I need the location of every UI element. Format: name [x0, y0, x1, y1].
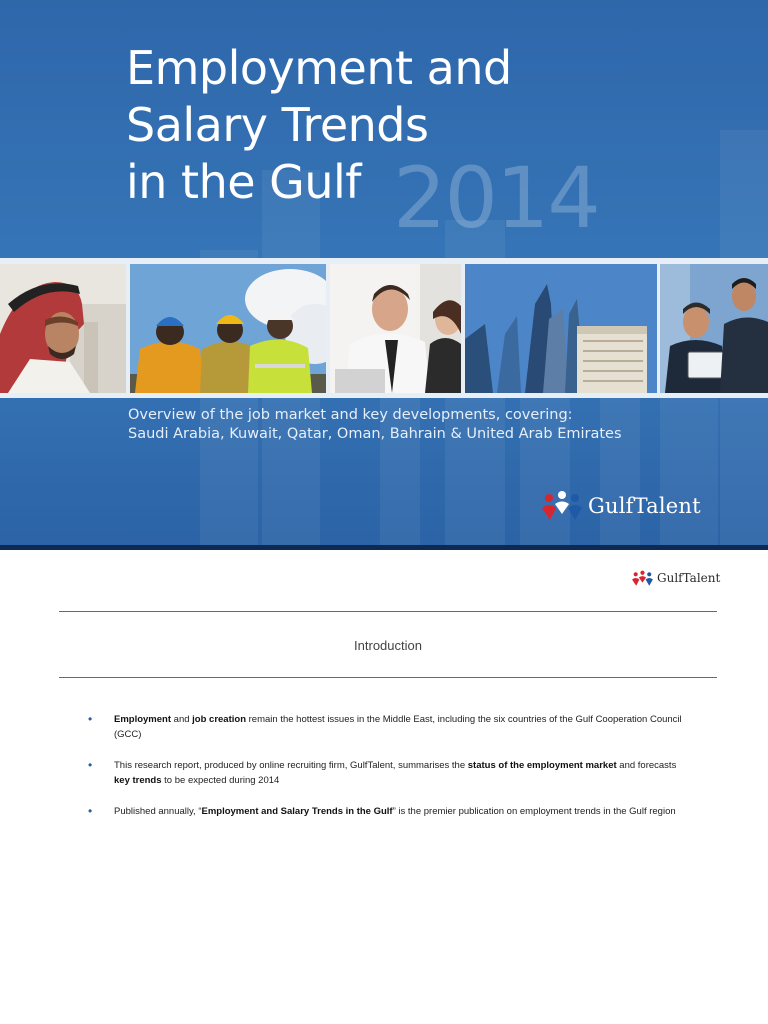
introduction-bullet-list [88, 712, 688, 835]
cover-subtitle-line: Overview of the job market and key developments, covering: [128, 407, 573, 423]
cover-title-line: in the Gulf [126, 155, 361, 209]
cover-bottom-strip [0, 545, 768, 550]
bold-text: status of the employment market [467, 760, 617, 771]
top-divider [59, 611, 717, 612]
bullet-text: remain the hottest issues in the Middle East, including the six countries of the Gulf Cooperation Council (GCC) [114, 714, 682, 740]
photo-city-skyscrapers [465, 264, 657, 393]
gulftalent-logo [540, 490, 730, 524]
bold-text: Employment [114, 714, 172, 725]
cover-title-line: Employment and [126, 41, 512, 95]
cover-year: 2014 [393, 149, 599, 247]
bullet-icon: • [88, 758, 93, 772]
photo-business-meeting [330, 264, 461, 393]
bullet-text: This research report, produced by online recruiting firm, GulfTalent, summarises the [114, 760, 468, 771]
gulftalent-logo-icon [631, 570, 655, 588]
bullet-text: and forecasts [616, 760, 677, 771]
photo-construction-workers [130, 264, 326, 393]
bullet-text: and [171, 714, 193, 725]
cover-subtitle [128, 406, 728, 444]
bullet-icon: • [88, 804, 93, 818]
cover-title-line: Salary Trends [126, 98, 429, 152]
bullet-text: ” is the premier publication on employment trends in the Gulf region [392, 806, 676, 817]
photo-gulf-professional [0, 264, 126, 393]
bullet-text: Published annually, “ [114, 806, 202, 817]
bullet-item [88, 804, 688, 819]
bold-text: Employment and Salary Trends in the Gulf [201, 806, 393, 817]
bold-text: key trends [114, 775, 162, 786]
bullet-text: to be expected during 2014 [161, 775, 280, 786]
photo-men-with-tablet [660, 264, 768, 393]
bold-text: job creation [192, 714, 246, 725]
header-gulftalent-logo [631, 569, 741, 589]
header-logo-text: GulfTalent [657, 571, 721, 585]
section-heading: Introduction [354, 638, 422, 653]
photo-strip [0, 258, 768, 398]
gulftalent-logo-icon [540, 490, 586, 524]
gulftalent-logo-text: GulfTalent [588, 494, 701, 518]
bullet-item [88, 758, 688, 788]
bottom-divider [59, 677, 717, 678]
cover-subtitle-line: Saudi Arabia, Kuwait, Qatar, Oman, Bahrain & United Arab Emirates [128, 426, 622, 442]
bullet-item [88, 712, 688, 742]
bullet-icon: • [88, 712, 93, 726]
